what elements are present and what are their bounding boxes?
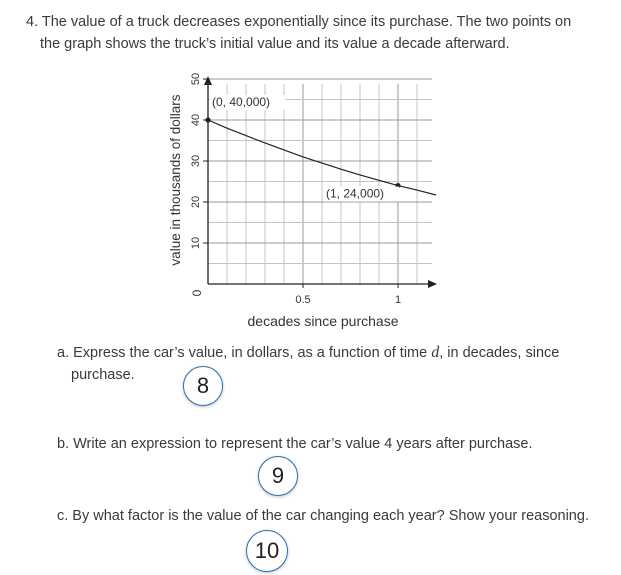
question-a bbox=[57, 342, 607, 386]
y-tick-label: 50 bbox=[190, 72, 202, 86]
chart-series bbox=[205, 117, 436, 195]
x-tick-label: 0.5 bbox=[295, 294, 311, 306]
question-a-line-2: purchase. bbox=[71, 367, 135, 383]
point-label: (0, 40,000) bbox=[212, 95, 271, 109]
y-tick-label: 30 bbox=[190, 154, 202, 168]
problem-line-1: 4. The value of a truck decreases exponentially since its purchase. The two points on bbox=[26, 14, 572, 30]
problem-line-2: the graph shows the truck’s initial value and its value a decade afterward. bbox=[40, 36, 510, 52]
origin-label: 0 bbox=[190, 289, 204, 297]
y-axis-title: value in thousands of dollars bbox=[168, 94, 183, 266]
badge-9[interactable]: 9 bbox=[258, 456, 298, 496]
chart-labels bbox=[168, 73, 401, 329]
question-a-line-1 bbox=[57, 342, 607, 364]
data-point bbox=[205, 117, 210, 122]
point-label: (1, 24,000) bbox=[326, 186, 385, 201]
x-tick-label: 1 bbox=[394, 294, 402, 306]
y-axis-arrow bbox=[204, 76, 212, 85]
variable-d: d bbox=[431, 344, 440, 361]
question-a-text: a. Express the car’s value, in dollars, as a function of time bbox=[57, 345, 428, 361]
question-b: b. Write an expression to represent the car’s value 4 years after purchase. bbox=[57, 436, 533, 452]
badge-10[interactable]: 10 bbox=[246, 530, 288, 572]
x-axis-title: decades since purchase bbox=[247, 313, 399, 329]
x-axis-arrow bbox=[428, 280, 437, 288]
question-c: c. By what factor is the value of the car changing each year? Show your reasoning. bbox=[57, 508, 589, 524]
y-tick-label: 20 bbox=[190, 195, 202, 209]
badge-8[interactable]: 8 bbox=[183, 366, 223, 406]
y-tick-label: 10 bbox=[190, 236, 202, 250]
question-a-text-end: , in decades, since bbox=[439, 345, 560, 361]
y-tick-label: 40 bbox=[190, 113, 202, 127]
